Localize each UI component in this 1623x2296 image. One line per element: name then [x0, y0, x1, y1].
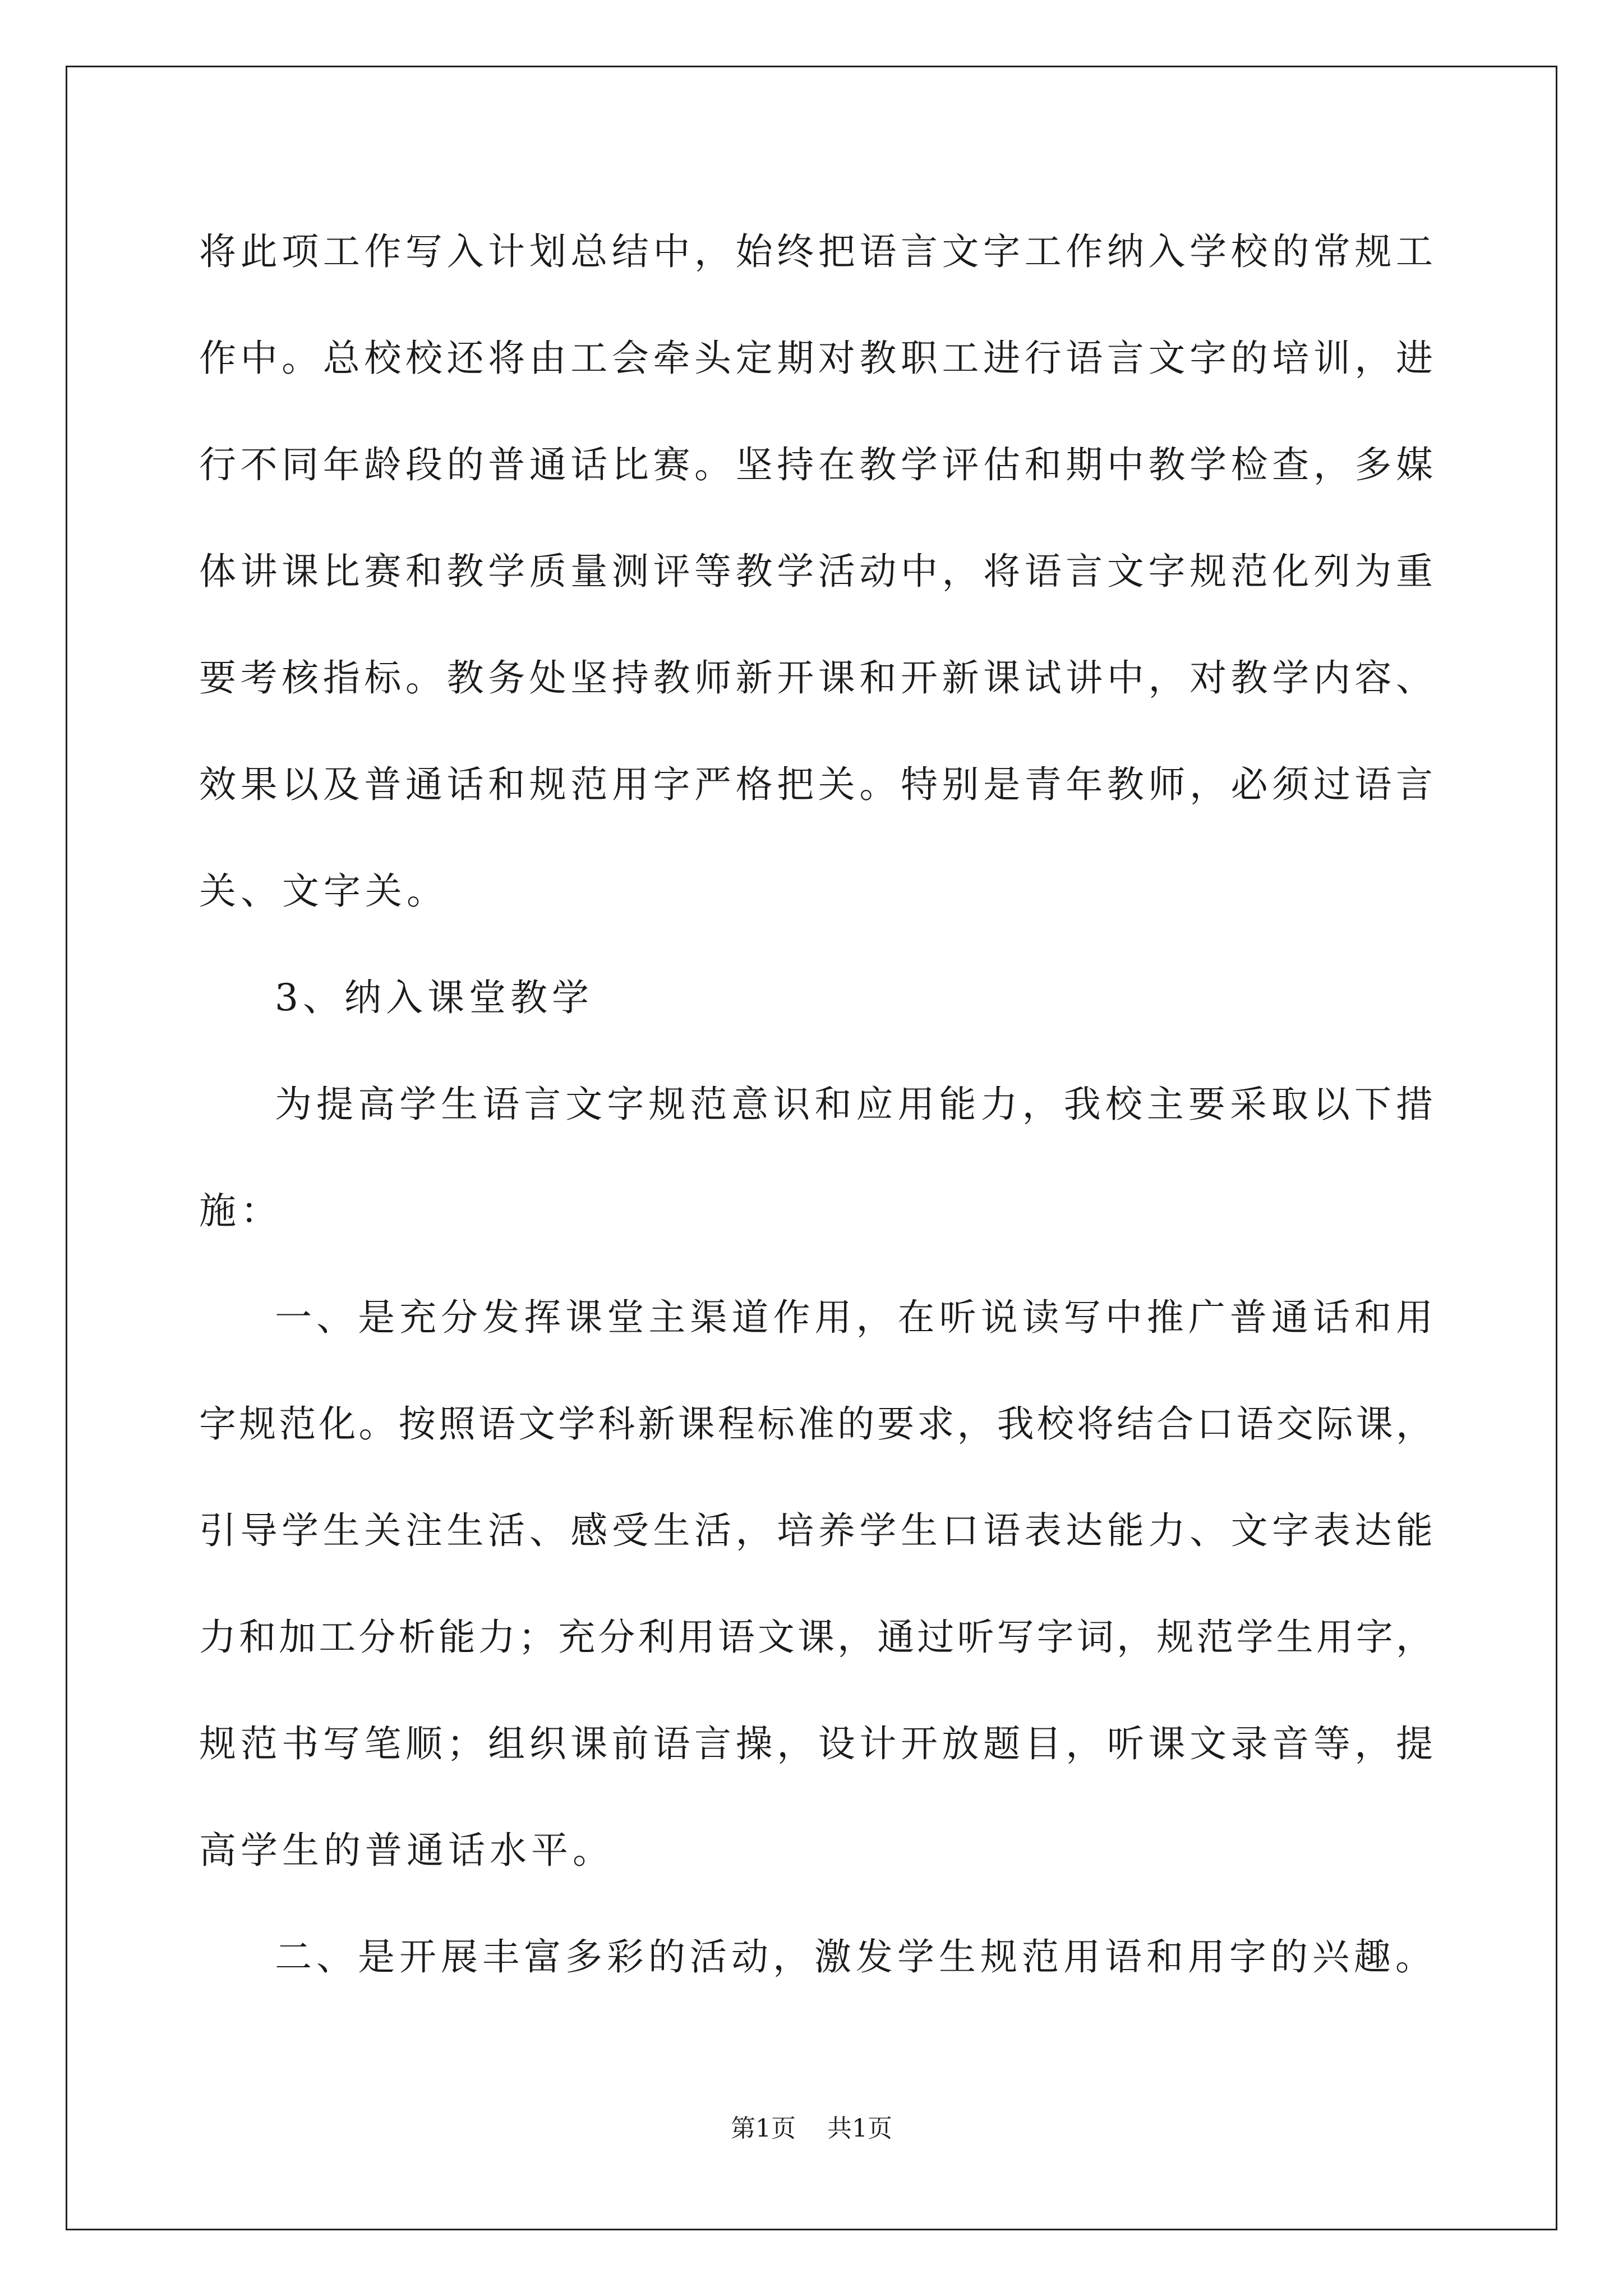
page-total: 共1页	[827, 2114, 892, 2143]
body-text-line: 要考核指标。教务处坚持教师新开课和开新课试讲中，对教学内容、	[199, 656, 1433, 700]
body-text-line: 施：	[199, 1189, 282, 1232]
body-text-line: 作中。总校校还将由工会牵头定期对教职工进行语言文字的培训，进	[199, 337, 1433, 380]
body-text-line: 高学生的普通话水平。	[199, 1829, 614, 1872]
body-text-line: 行不同年龄段的普通话比赛。坚持在教学评估和期中教学检查，多媒	[199, 443, 1433, 486]
body-text-line: 将此项工作写入计划总结中，始终把语言文字工作纳入学校的常规工	[199, 230, 1433, 273]
page-border	[66, 66, 1557, 2230]
body-text-line: 字规范化。按照语文学科新课程标准的要求，我校将结合口语交际课，	[199, 1402, 1433, 1446]
section-heading: 3、纳入课堂教学	[275, 976, 593, 1019]
body-text-line: 力和加工分析能力；充分利用语文课，通过听写字词，规范学生用字，	[199, 1616, 1433, 1659]
body-text-line: 关、文字关。	[199, 869, 448, 913]
page-footer	[0, 2116, 1623, 2141]
body-text-line: 一、是充分发挥课堂主渠道作用，在听说读写中推广普通话和用	[275, 1296, 1433, 1339]
body-text-line: 规范书写笔顺；组织课前语言操，设计开放题目，听课文录音等，提	[199, 1722, 1433, 1765]
body-text-line: 体讲课比赛和教学质量测评等教学活动中，将语言文字规范化列为重	[199, 550, 1433, 593]
body-text-line: 引导学生关注生活、感受生活，培养学生口语表达能力、文字表达能	[199, 1509, 1433, 1552]
body-text-line: 为提高学生语言文字规范意识和应用能力，我校主要采取以下措	[275, 1083, 1433, 1126]
body-text-line: 效果以及普通话和规范用字严格把关。特别是青年教师，必须过语言	[199, 763, 1433, 806]
body-text-line: 二、是开展丰富多彩的活动，激发学生规范用语和用字的兴趣。	[275, 1935, 1437, 1978]
page-number: 第1页	[731, 2114, 796, 2143]
